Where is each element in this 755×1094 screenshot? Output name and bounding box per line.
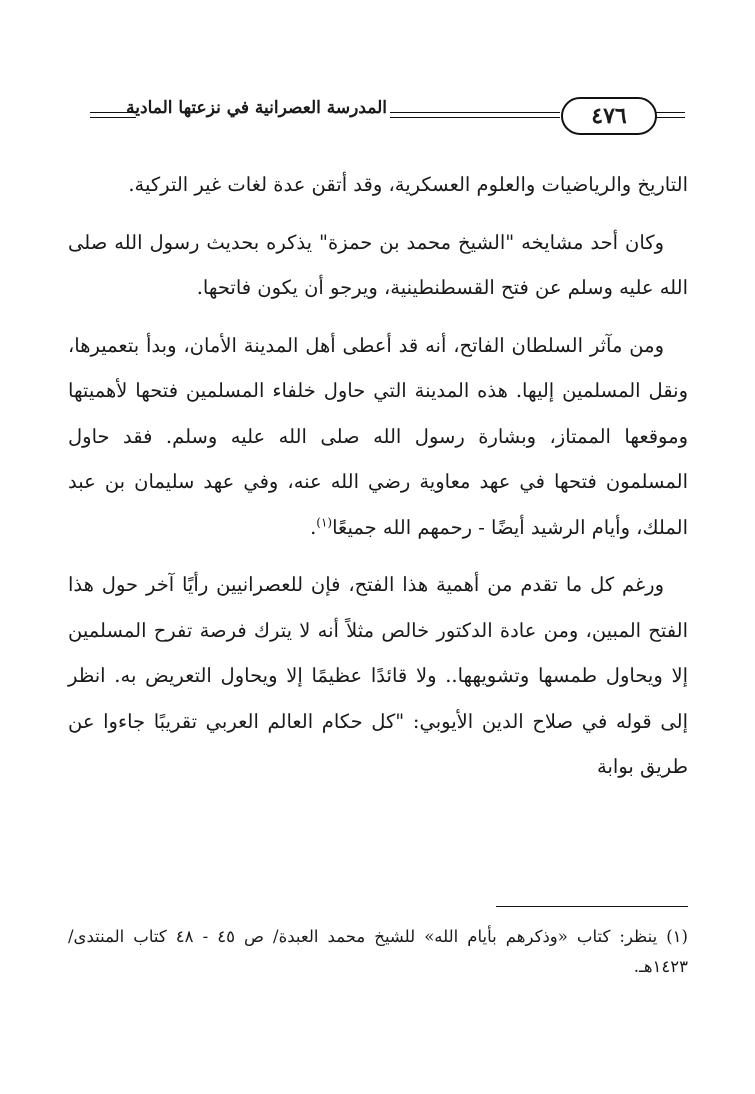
paragraph-4-text: ورغم كل ما تقدم من أهمية هذا الفتح، فإن للعصرانيين رأيًا آخر حول هذا الفتح المبين، ومن عادة الدكتور خالص مثلاً أنه لا يترك فرصة تفرح المسلمين إلا ويحاول طمسها وتشويهها.. ولا قائدًا عظيمًا إلا ويحاول التعريض به. انظر إلى قوله في صلاح الدين الأيوبي: "كل حكام العالم العربي تقريبًا جاءوا عن طريق بوابة <box>68 573 688 778</box>
main-text <box>68 162 688 790</box>
header-rule-middle-thin <box>390 117 560 118</box>
paragraph-2-text: وكان أحد مشايخه "الشيخ محمد بن حمزة" يذكره بحديث رسول الله صلى الله عليه وسلم عن فتح القسطنطينية، ويرجو أن يكون فاتحها. <box>68 230 688 299</box>
paragraph-3-end: . <box>310 515 317 539</box>
footnote-separator <box>496 906 688 907</box>
footnote-text: (١) ينظر: كتاب «وذكرهم بأيام الله» للشيخ محمد العبدة/ ص ٤٥ - ٤٨ كتاب المنتدى/ ١٤٢٣هـ. <box>68 927 688 976</box>
paragraph-4 <box>68 562 688 790</box>
header-rule-middle <box>390 112 560 113</box>
paragraph-3 <box>68 323 688 551</box>
running-header <box>90 92 685 136</box>
paragraph-1-text: التاريخ والرياضيات والعلوم العسكرية، وقد أتقن عدة لغات غير التركية. <box>128 173 688 196</box>
page-number-badge <box>561 97 657 135</box>
header-rule-right-thin <box>655 117 685 118</box>
running-title: المدرسة العصرانية في نزعتها المادية <box>126 98 387 118</box>
footnote-reference[interactable]: (١) <box>316 515 333 529</box>
footnote <box>68 922 688 982</box>
paragraph-2 <box>68 220 688 311</box>
paragraph-1 <box>68 162 688 208</box>
page-number: ٤٧٦ <box>591 103 627 129</box>
header-rule-right <box>655 112 685 113</box>
paragraph-3-text: ومن مآثر السلطان الفاتح، أنه قد أعطى أهل المدينة الأمان، وبدأ بتعميرها، ونقل المسلمين إليها. هذه المدينة التي حاول خلفاء المسلمين فتحها لأهميتها وموقعها الممتاز، وبشارة رسول الله صلى الله عليه وسلم. فقد حاول المسلمون فتحها في عهد معاوية رضي الله عنه، وفي عهد سليمان بن عبد الملك، وأيام الرشيد أيضًا - رحمهم الله جميعًا <box>68 333 688 539</box>
